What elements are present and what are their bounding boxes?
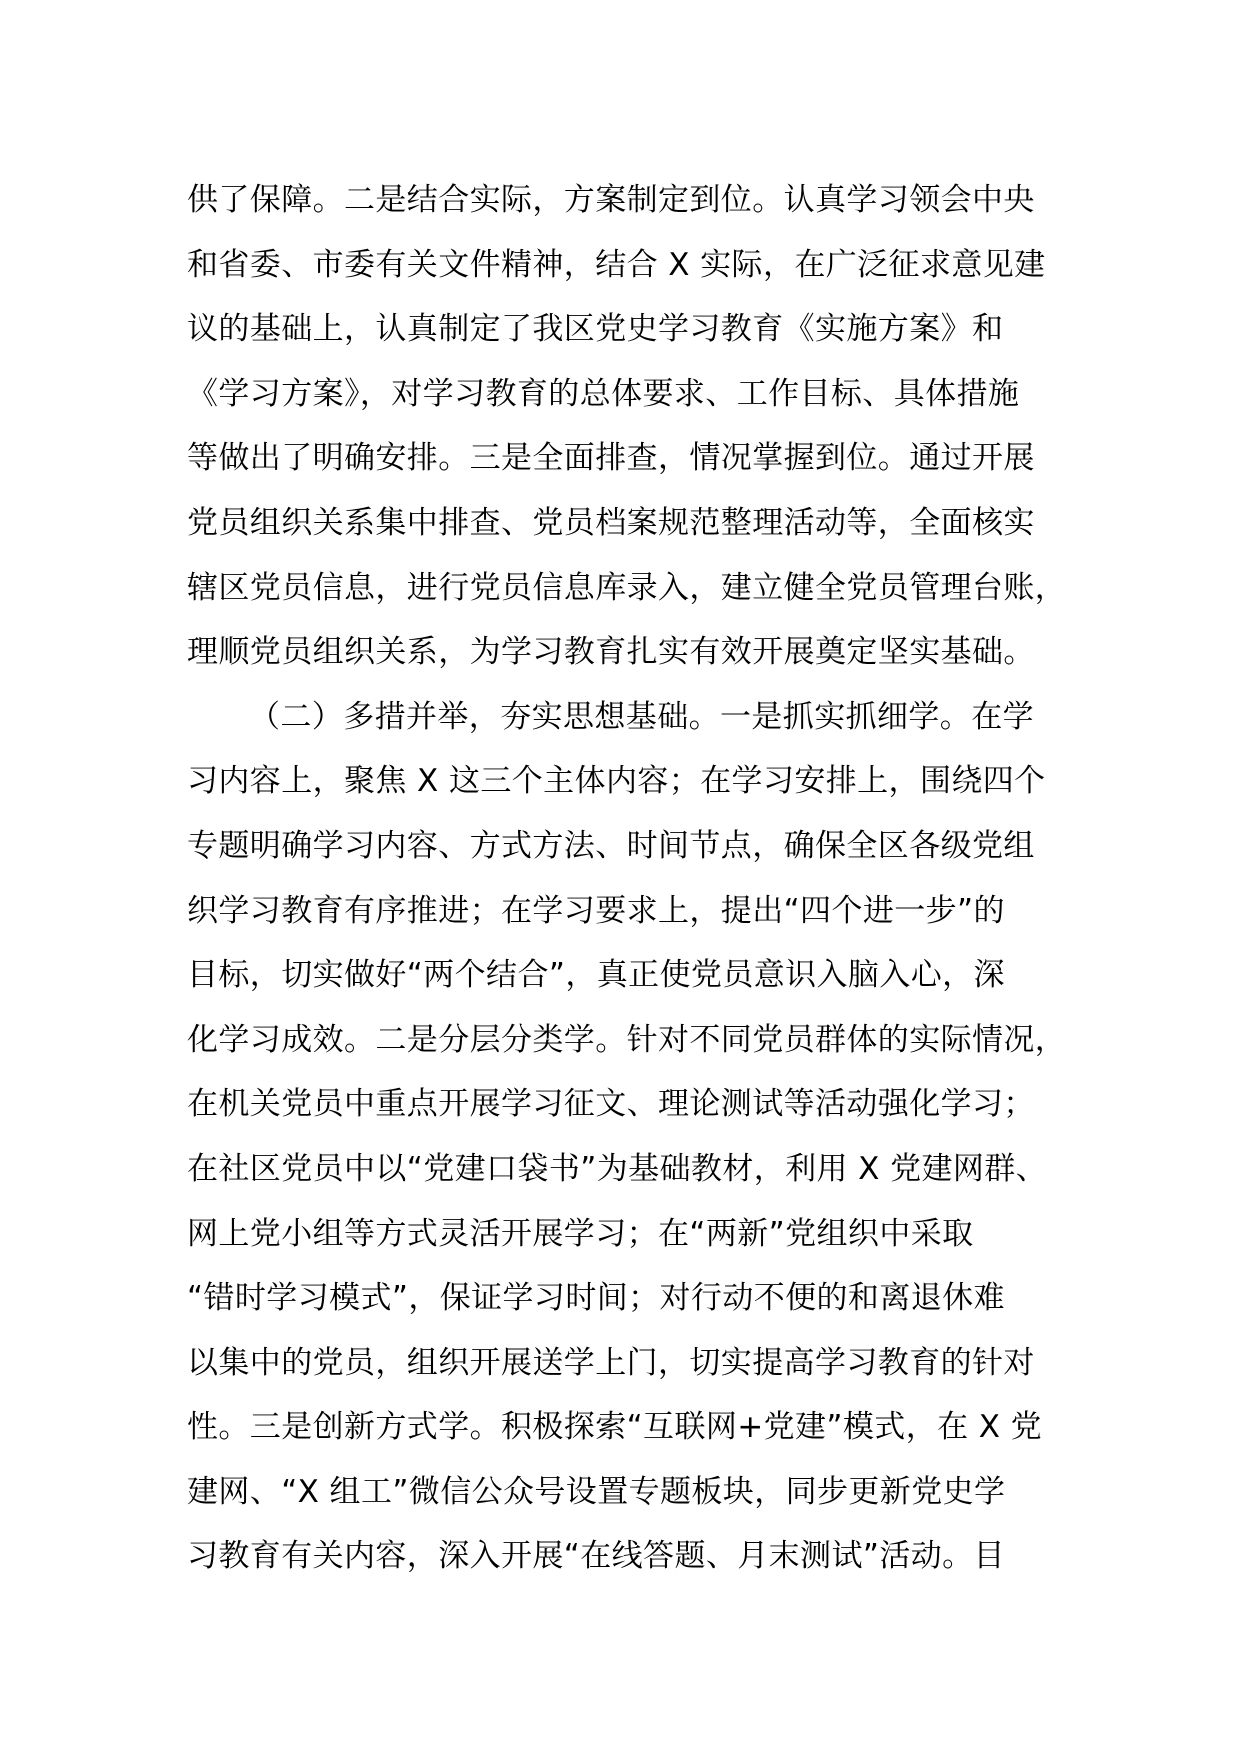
text-line: 目标，切实做好“两个结合”，真正使党员意识入脑入心，深 [187, 957, 1005, 994]
text-line: 议的基础上，认真制定了我区党史学习教育《实施方案》和 [187, 311, 1004, 348]
text-line: 《学习方案》，对学习教育的总体要求、工作目标、具体措施 [187, 375, 1020, 412]
text-line: 习教育有关内容，深入开展“在线答题、月末测试”活动。目 [187, 1538, 1005, 1575]
text-line: “错时学习模式”，保证学习时间；对行动不便的和离退休难 [187, 1280, 1005, 1317]
section-heading-line: （二）多措并举，夯实思想基础。一是抓实抓细学。在学 [249, 698, 1034, 735]
text-line: 专题明确学习内容、方式方法、时间节点，确保全区各级党组 [187, 827, 1035, 864]
text-line: 供了保障。二是结合实际，方案制定到位。认真学习领会中央 [187, 182, 1035, 218]
text-line: 理顺党员组织关系，为学习教育扎实有效开展奠定坚实基础。 [187, 634, 1035, 671]
text-line: 织学习教育有序推进；在学习要求上，提出“四个进一步”的 [187, 892, 1005, 929]
text-line: 以集中的党员，组织开展送学上门，切实提高学习教育的针对 [187, 1344, 1035, 1381]
body-text [187, 168, 1087, 1589]
text-line: 在社区党员中以“党建口袋书”为基础教材，利用 X 党建网群、 [187, 1150, 1048, 1187]
text-line: 网上党小组等方式灵活开展学习；在“两新”党组织中采取 [187, 1215, 974, 1252]
text-line: 习内容上，聚焦 X 这三个主体内容；在学习安排上，围绕四个 [187, 763, 1046, 800]
text-line: 等做出了明确安排。三是全面排查，情况掌握到位。通过开展 [187, 440, 1035, 477]
text-line: 在机关党员中重点开展学习征文、理论测试等活动强化学习； [187, 1086, 1035, 1123]
text-line: 建网、“X 组工”微信公众号设置专题板块，同步更新党史学 [187, 1473, 1006, 1510]
text-line: 和省委、市委有关文件精神，结合 X 实际，在广泛征求意见建 [187, 246, 1046, 283]
text-line: 党员组织关系集中排查、党员档案规范整理活动等，全面核实 [187, 504, 1035, 541]
text-line: 性。三是创新方式学。积极探索“互联网+党建”模式，在 X 党 [187, 1409, 1043, 1446]
text-line: 辖区党员信息，进行党员信息库录入，建立健全党员管理台账， [187, 569, 1067, 606]
text-line: 化学习成效。二是分层分类学。针对不同党员群体的实际情况， [187, 1021, 1067, 1058]
